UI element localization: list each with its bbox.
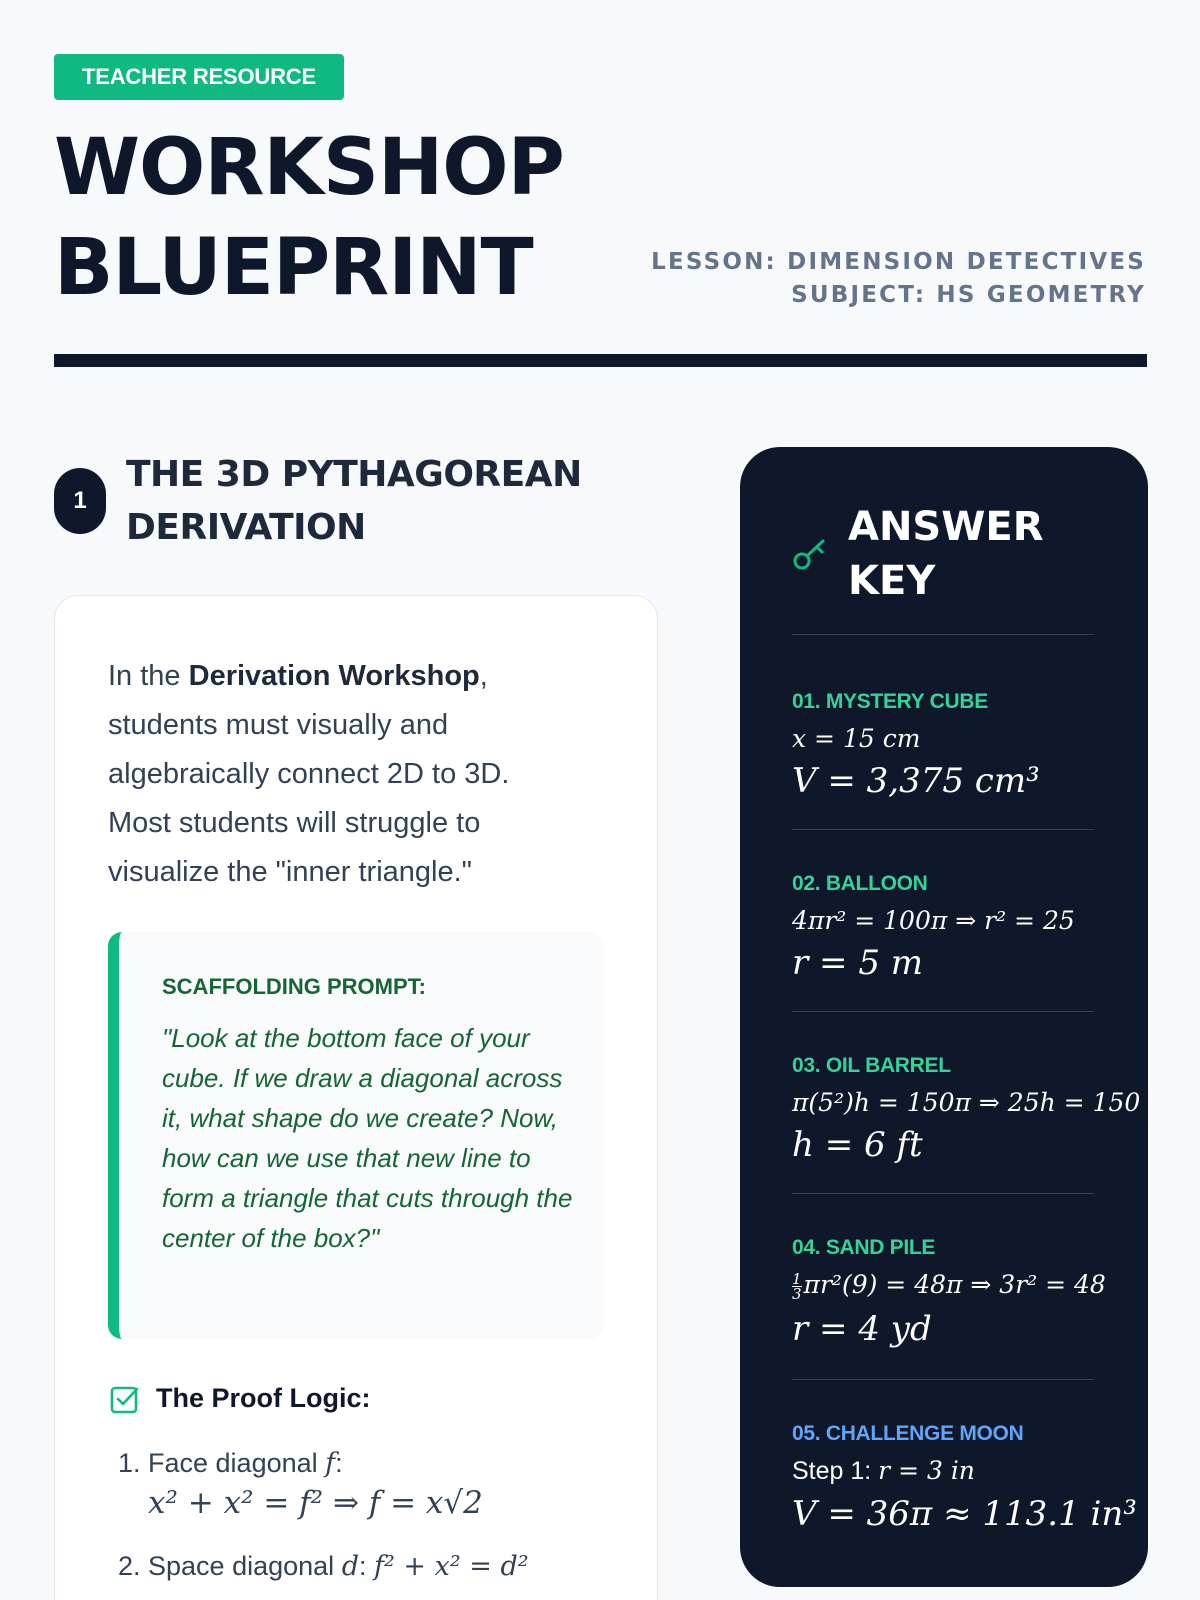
subject-name: SUBJECT: HS GEOMETRY (791, 282, 1146, 308)
answer-result: h = 6 ft (792, 1125, 923, 1165)
lesson-name: LESSON: DIMENSION DETECTIVES (651, 249, 1146, 275)
answer-work-expression: r = 3 in (878, 1456, 975, 1485)
intro-pre: In the (108, 660, 189, 692)
one-third-fraction (792, 1272, 802, 1301)
answer-work (792, 1456, 1132, 1486)
answer-result: r = 4 yd (792, 1309, 932, 1349)
header-divider (54, 354, 1147, 367)
page-title-line2: BLUEPRINT (54, 223, 533, 313)
answer-label: 01. MYSTERY CUBE (792, 690, 988, 713)
proof-step-1-equation: x² + x² = f² ⇒ f = x√2 (148, 1485, 483, 1521)
answer-work: 4πr² = 100π ⇒ r² = 25 (792, 906, 1075, 935)
answer-separator (792, 1193, 1094, 1194)
answer-work: π(5²)h = 150π ⇒ 25h = 150 (792, 1088, 1141, 1117)
answer-work-expression: πr²(9) = 48π ⇒ 3r² = 48 (803, 1270, 1106, 1299)
scaffolding-prompt-text: "Look at the bottom face of your cube. If we draw a diagonal across it, what shape do we create? Now, how can we use that new line to form a triangle that cuts through the center of the box?" (162, 1023, 573, 1253)
fraction-numerator: 1 (792, 1270, 802, 1288)
page-title-line1: WORKSHOP (54, 123, 564, 213)
scaffolding-prompt-label: SCAFFOLDING PROMPT: (162, 974, 426, 999)
proof-step-1-text: 1. Face diagonal (118, 1448, 326, 1478)
lesson-meta (651, 246, 1146, 312)
answer-work (792, 1270, 1132, 1301)
key-icon (792, 536, 828, 572)
answer-item-4 (792, 1236, 1132, 1349)
answer-separator (792, 829, 1094, 830)
answer-work-prefix: Step 1: (792, 1457, 879, 1485)
section-number-badge: 1 (54, 468, 106, 534)
answer-item-5 (792, 1422, 1137, 1534)
page-title (54, 118, 674, 318)
answer-label: 05. CHALLENGE MOON (792, 1422, 1024, 1445)
answer-label: 03. OIL BARREL (792, 1054, 951, 1077)
answer-result: r = 5 m (792, 943, 924, 983)
proof-step-1: 1. Face diagonal f: (118, 1448, 343, 1479)
answer-separator (792, 1011, 1094, 1012)
proof-step-2: 2. Space diagonal d: f² + x² = d² (118, 1551, 529, 1582)
answer-key-title (848, 500, 1044, 608)
answer-label: 04. SAND PILE (792, 1236, 936, 1259)
answer-item-3 (792, 1054, 1141, 1165)
answer-item-1 (792, 690, 1132, 801)
intro-post: , students must visually and algebraically connect 2D to 3D. Most students will struggle to visualize the "inner triangle." (108, 660, 510, 888)
answer-work: x = 15 cm (792, 724, 921, 753)
intro-paragraph (108, 652, 578, 897)
answer-result: V = 3,375 cm³ (792, 761, 1040, 801)
section-title-line2: DERIVATION (126, 507, 366, 548)
answer-key-panel (740, 447, 1148, 1587)
answer-separator (792, 1379, 1094, 1380)
teacher-resource-badge: TEACHER RESOURCE (54, 54, 344, 100)
section-title (126, 448, 582, 554)
fraction-denominator: 3 (792, 1285, 802, 1303)
section-title-line1: THE 3D PYTHAGOREAN (126, 454, 582, 495)
checkbox-icon (110, 1384, 140, 1414)
proof-logic-label: The Proof Logic: (156, 1383, 371, 1413)
answer-item-2 (792, 872, 1132, 983)
proof-step-1-var: f (325, 1448, 336, 1479)
answer-key-divider (792, 634, 1094, 635)
answer-key-title-line1: ANSWER (848, 504, 1044, 550)
intro-bold: Derivation Workshop (188, 660, 480, 692)
answer-key-title-line2: KEY (848, 558, 936, 604)
proof-step-2-text: 2. Space diagonal (118, 1551, 342, 1581)
proof-step-2-var: d (341, 1551, 359, 1582)
proof-step-2-equation: f² + x² = d² (374, 1551, 529, 1582)
answer-result: V = 36π ≈ 113.1 in³ (792, 1494, 1137, 1534)
answer-label: 02. BALLOON (792, 872, 928, 895)
